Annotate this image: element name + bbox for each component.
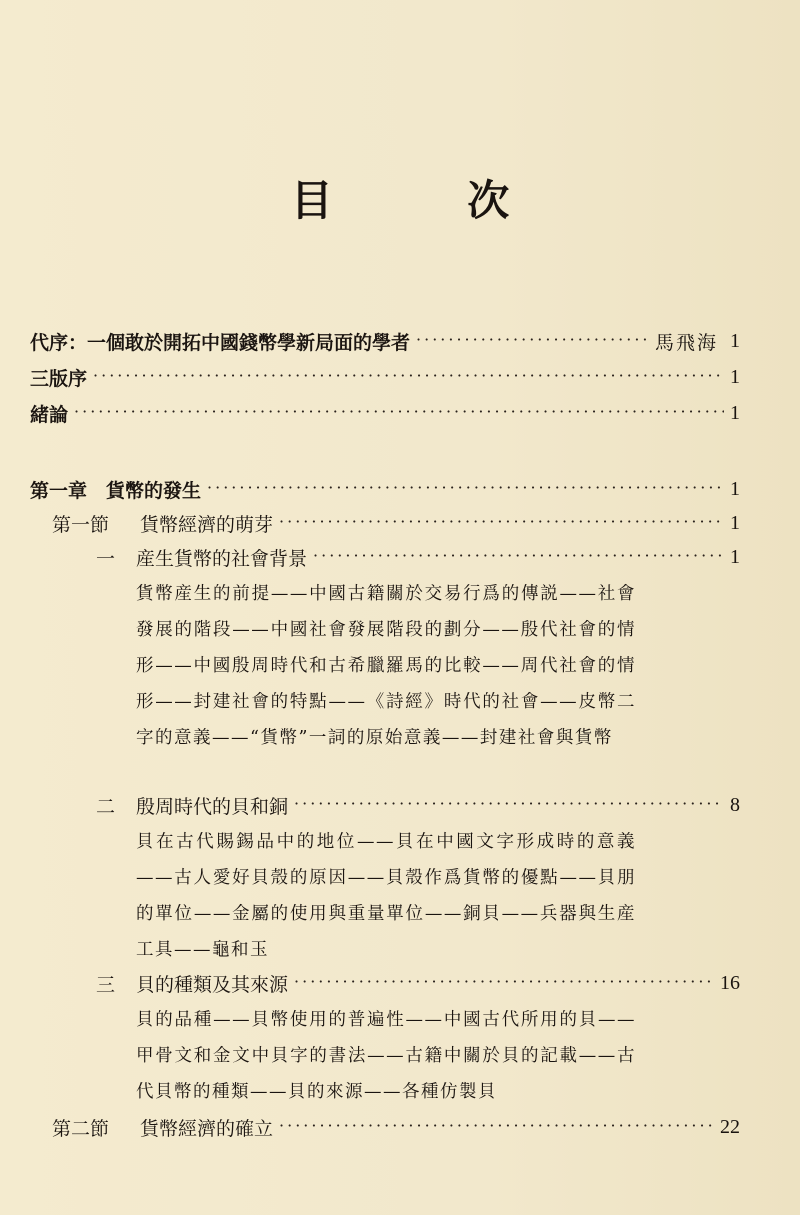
dot-leader bbox=[74, 396, 724, 430]
toc-entry-author: 馬飛海 bbox=[654, 331, 718, 354]
page-title: 目 次 bbox=[290, 176, 570, 225]
toc-entry-label bbox=[52, 1114, 273, 1141]
toc-entry-label: 代序：一個敢於開拓中國錢幣學新局面的學者 bbox=[30, 331, 411, 354]
section-title: 貨幣經濟的確立 bbox=[140, 1117, 274, 1140]
toc-page-number: 16 bbox=[720, 971, 740, 994]
toc-page-number: 1 bbox=[730, 545, 740, 568]
subsection-title: 殷周時代的貝和銅 bbox=[136, 795, 289, 818]
dot-leader bbox=[279, 506, 724, 540]
toc-entry-subsection-1[interactable] bbox=[96, 540, 740, 574]
toc-entry-preface[interactable] bbox=[30, 324, 740, 358]
dot-leader bbox=[207, 472, 724, 506]
subsection-summary: 貝的品種——貝幣使用的普遍性——中國古代所用的貝——甲骨文和金文中貝字的書法——古籍中關於貝的記載——古代貝幣的種類——貝的來源——各種仿製貝 bbox=[136, 1010, 636, 1102]
subsection-number: 一 bbox=[96, 547, 116, 570]
toc-page-number: 1 bbox=[730, 329, 740, 352]
dot-leader bbox=[93, 360, 724, 394]
dot-leader bbox=[294, 788, 724, 822]
dot-leader bbox=[279, 1110, 714, 1144]
subsection-title: 貝的種類及其來源 bbox=[136, 973, 289, 996]
toc-page-number: 1 bbox=[730, 477, 740, 500]
toc-page-number: 1 bbox=[730, 401, 740, 424]
dot-leader bbox=[294, 966, 714, 1000]
subsection-summary: 貝在古代賜錫品中的地位——貝在中國文字形成時的意義——古人愛好貝殼的原因——貝殼作爲貨幣的優點——貝朋的單位——金屬的使用與重量單位——銅貝——兵器與生産工具——龜和玉 bbox=[136, 832, 636, 960]
toc-entry-third-edition-preface[interactable] bbox=[30, 360, 740, 394]
toc-entry-label: 第一章 貨幣的發生 bbox=[30, 479, 202, 502]
toc-entry-label: 三版序 bbox=[30, 367, 88, 390]
toc-entry-label bbox=[52, 510, 273, 537]
section-title: 貨幣經濟的萌芽 bbox=[140, 513, 274, 536]
toc-entry-label: 緒論 bbox=[30, 403, 69, 426]
toc-entry-label bbox=[96, 792, 288, 819]
section-number: 第二節 bbox=[52, 1117, 110, 1140]
subsection-title: 産生貨幣的社會背景 bbox=[136, 547, 308, 570]
toc-entry-section-2[interactable] bbox=[52, 1110, 740, 1144]
dot-leader bbox=[416, 324, 649, 358]
toc-page-number: 1 bbox=[730, 365, 740, 388]
section-number: 第一節 bbox=[52, 513, 110, 536]
toc-page-number: 22 bbox=[720, 1115, 740, 1138]
toc-page-number: 8 bbox=[730, 793, 740, 816]
toc-entry-label bbox=[96, 970, 288, 997]
toc-entry-label bbox=[96, 544, 307, 571]
dot-leader bbox=[313, 540, 724, 574]
subsection-summary: 貨幣産生的前提——中國古籍關於交易行爲的傳説——社會發展的階段——中國社會發展階段的劃分——殷代社會的情形——中國殷周時代和古希臘羅馬的比較——周代社會的情形——封建社會的特點——《詩經》時代的社會——皮幣二字的意義——“貨幣”一詞的原始意義——封建社會與貨幣 bbox=[136, 584, 636, 748]
toc-entry-chapter-1[interactable] bbox=[30, 472, 740, 506]
toc-entry-subsection-2[interactable] bbox=[96, 788, 740, 822]
toc-entry-subsection-3[interactable] bbox=[96, 966, 740, 1000]
toc-page-number: 1 bbox=[730, 511, 740, 534]
toc-entry-section-1[interactable] bbox=[52, 506, 740, 540]
toc-entry-introduction[interactable] bbox=[30, 396, 740, 430]
subsection-number: 二 bbox=[96, 795, 116, 818]
subsection-number: 三 bbox=[96, 973, 116, 996]
